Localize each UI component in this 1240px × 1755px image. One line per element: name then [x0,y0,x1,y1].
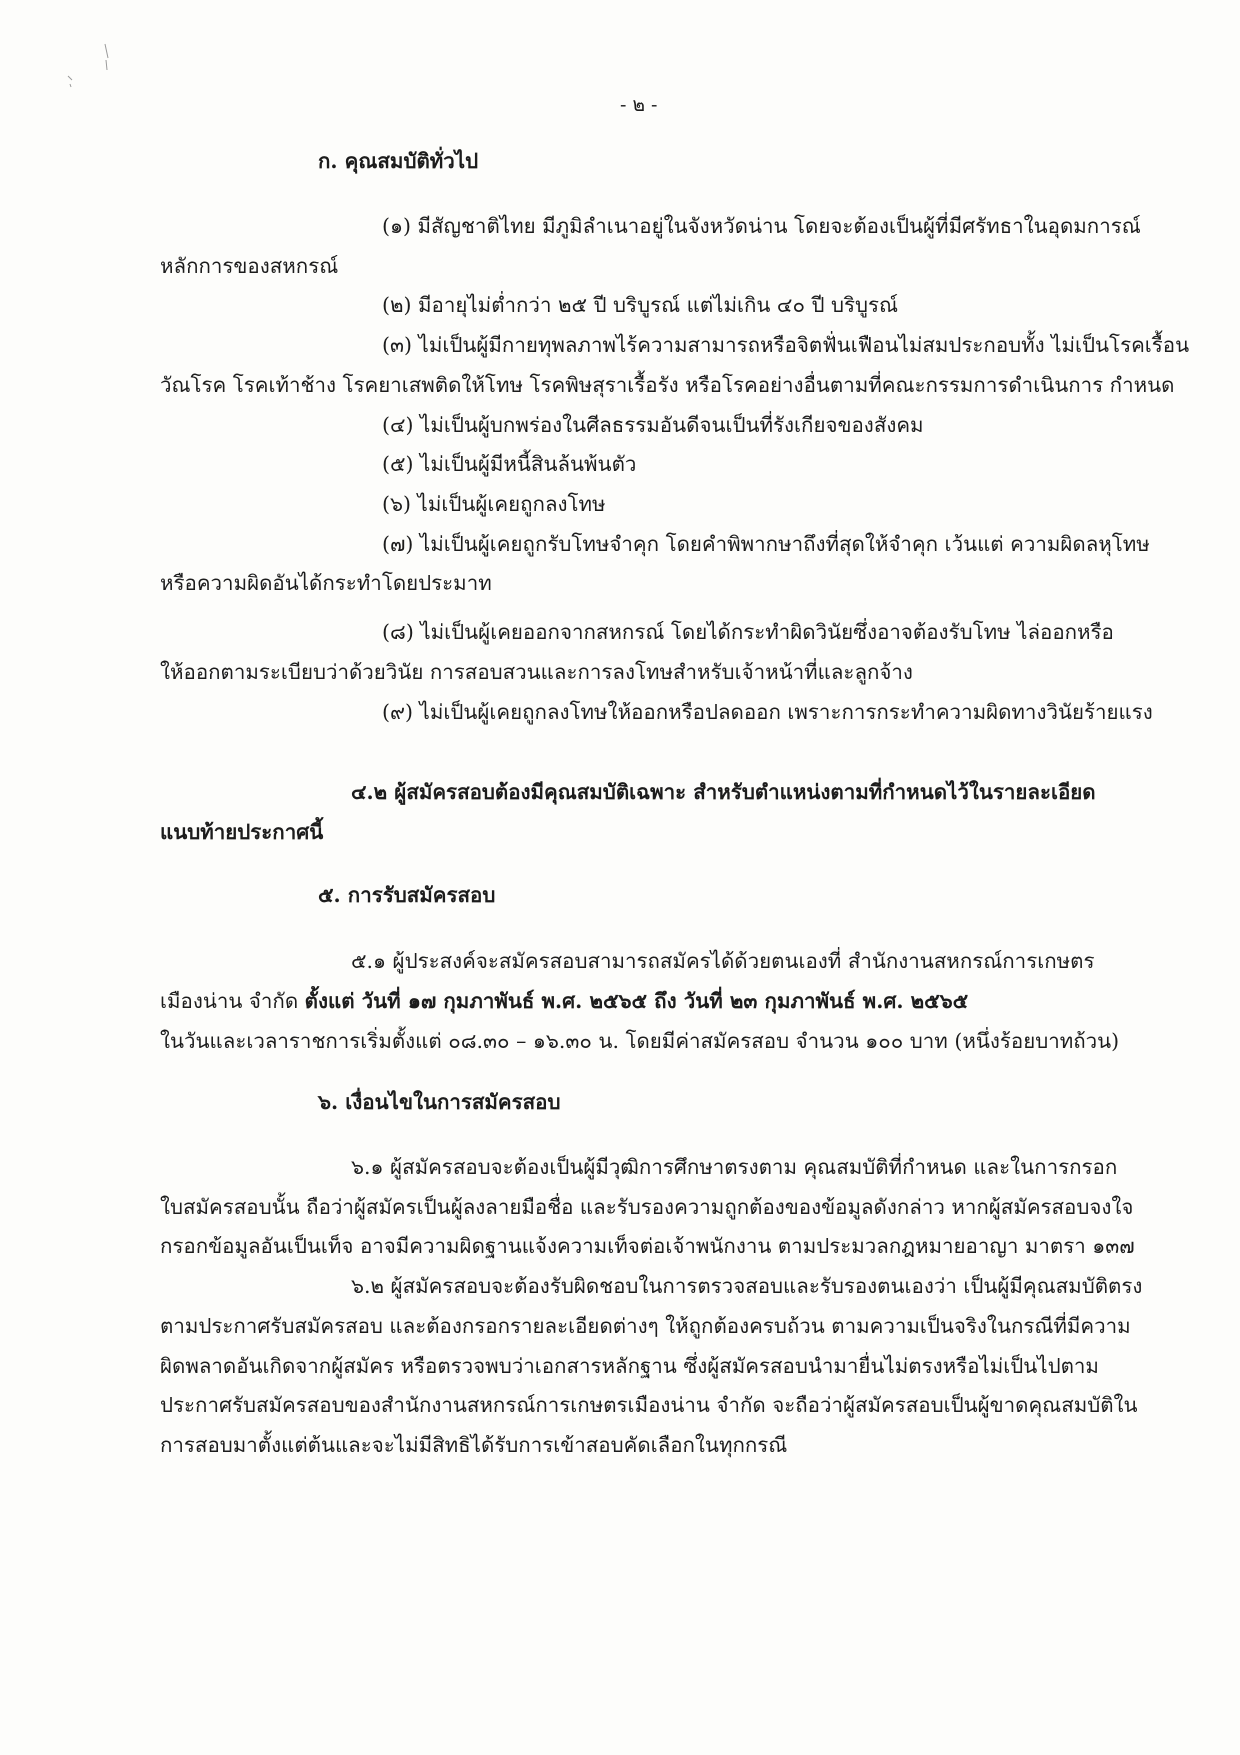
qualification-item-4: (๔) ไม่เป็นผู้บกพร่องในศีลธรรมอันดีจนเป็นที่รังเกียจของสังคม [382,413,924,437]
clause-6-1-cont-2: กรอกข้อมูลอันเป็นเท็จ อาจมีความผิดฐานแจ้งความเท็จต่อเจ้าพนักงาน ตามประมวลกฎหมายอาญา มาตรา ๑๓๗ [160,1234,1135,1258]
clause-6-2: ๖.๒ ผู้สมัครสอบจะต้องรับผิดชอบในการตรวจสอบและรับรองตนเองว่า เป็นผู้มีคุณสมบัติตรง [351,1274,1143,1298]
clause-6-2-cont-1: ตามประกาศรับสมัครสอบ และต้องกรอกรายละเอียดต่างๆ ให้ถูกต้องครบถ้วน ตามความเป็นจริงในกรณีที่มีความ [160,1314,1131,1338]
qualification-item-9: (๙) ไม่เป็นผู้เคยถูกลงโทษให้ออกหรือปลดออก เพราะการกระทำความผิดทางวินัยร้ายแรง [382,700,1153,724]
clause-5-1-office: เมืองน่าน จำกัด [160,989,305,1013]
qualification-item-7: (๗) ไม่เป็นผู้เคยถูกรับโทษจำคุก โดยคำพิพากษาถึงที่สุดให้จำคุก เว้นแต่ ความผิดลหุโทษ [382,532,1150,556]
section-5-heading: ๕. การรับสมัครสอบ [318,883,496,907]
qualification-item-8-cont: ให้ออกตามระเบียบว่าด้วยวินัย การสอบสวนและการลงโทษสำหรับเจ้าหน้าที่และลูกจ้าง [160,660,913,684]
clause-6-1-cont-1: ใบสมัครสอบนั้น ถือว่าผู้สมัครเป็นผู้ลงลายมือชื่อ และรับรองความถูกต้องของข้อมูลดังกล่าว หากผู้สมัครสอบจงใจ [160,1195,1134,1219]
qualification-item-3-cont: วัณโรค โรคเท้าช้าง โรคยาเสพติดให้โทษ โรคพิษสุราเรื้อรัง หรือโรคอย่างอื่นตามที่คณะกรรมการดำเนินการ กำหนด [160,373,1175,397]
qualification-item-8: (๘) ไม่เป็นผู้เคยออกจากสหกรณ์ โดยได้กระทำผิดวินัยซึ่งอาจต้องรับโทษ ไล่ออกหรือ [382,620,1114,644]
clause-6-1: ๖.๑ ผู้สมัครสอบจะต้องเป็นผู้มีวุฒิการศึกษาตรงตาม คุณสมบัติที่กำหนด และในการกรอก [351,1155,1118,1179]
clause-4-2: ๔.๒ ผู้สมัครสอบต้องมีคุณสมบัติเฉพาะ สำหรับตำแหน่งตามที่กำหนดไว้ในรายละเอียด [351,780,1096,804]
qualification-item-1-cont: หลักการของสหกรณ์ [160,254,339,278]
qualification-item-5: (๕) ไม่เป็นผู้มีหนี้สินล้นพ้นตัว [382,452,637,476]
clause-5-1: ๕.๑ ผู้ประสงค์จะสมัครสอบสามารถสมัครได้ด้วยตนเองที่ สำนักงานสหกรณ์การเกษตร [351,949,1095,973]
scan-artifact-mark [60,40,120,100]
clause-5-1-date-line [160,986,968,1016]
qualification-item-7-cont: หรือความผิดอันได้กระทำโดยประมาท [160,571,492,595]
clause-5-1-hours-fee: ในวันและเวลาราชการเริ่มตั้งแต่ ๐๘.๓๐ – ๑๖.๓๐ น. โดยมีค่าสมัครสอบ จำนวน ๑๐๐ บาท (หนึ่งร้อยบาทถ้วน) [160,1029,1120,1053]
qualification-item-1: (๑) มีสัญชาติไทย มีภูมิลำเนาอยู่ในจังหวัดน่าน โดยจะต้องเป็นผู้ที่มีศรัทธาในอุดมการณ์ [382,214,1141,238]
qualification-item-2: (๒) มีอายุไม่ต่ำกว่า ๒๕ ปี บริบูรณ์ แต่ไม่เกิน ๔๐ ปี บริบูรณ์ [382,293,899,317]
section-a-heading: ก. คุณสมบัติทั่วไป [318,149,479,173]
qualification-item-6: (๖) ไม่เป็นผู้เคยถูกลงโทษ [382,492,606,516]
clause-4-2-cont: แนบท้ายประกาศนี้ [160,820,324,844]
clause-6-2-cont-2: ผิดพลาดอันเกิดจากผู้สมัคร หรือตรวจพบว่าเอกสารหลักฐาน ซึ่งผู้สมัครสอบนำมายื่นไม่ตรงหรือไม่เป็นไปตาม [160,1354,1099,1378]
page-number: - ๒ - [620,94,658,116]
section-6-heading: ๖. เงื่อนไขในการสมัครสอบ [318,1090,561,1114]
qualification-item-3: (๓) ไม่เป็นผู้มีกายทุพลภาพไร้ความสามารถหรือจิตฟั่นเฟือนไม่สมประกอบทั้ง ไม่เป็นโรคเรื้อน [382,333,1190,357]
clause-6-2-cont-4: การสอบมาตั้งแต่ต้นและจะไม่มีสิทธิได้รับการเข้าสอบคัดเลือกในทุกกรณี [160,1433,788,1457]
application-period: ตั้งแต่ วันที่ ๑๗ กุมภาพันธ์ พ.ศ. ๒๕๖๕ ถึง วันที่ ๒๓ กุมภาพันธ์ พ.ศ. ๒๕๖๕ [304,989,969,1013]
clause-6-2-cont-3: ประกาศรับสมัครสอบของสำนักงานสหกรณ์การเกษตรเมืองน่าน จำกัด จะถือว่าผู้สมัครสอบเป็นผู้ขาดคุณสมบัติใน [160,1393,1138,1417]
